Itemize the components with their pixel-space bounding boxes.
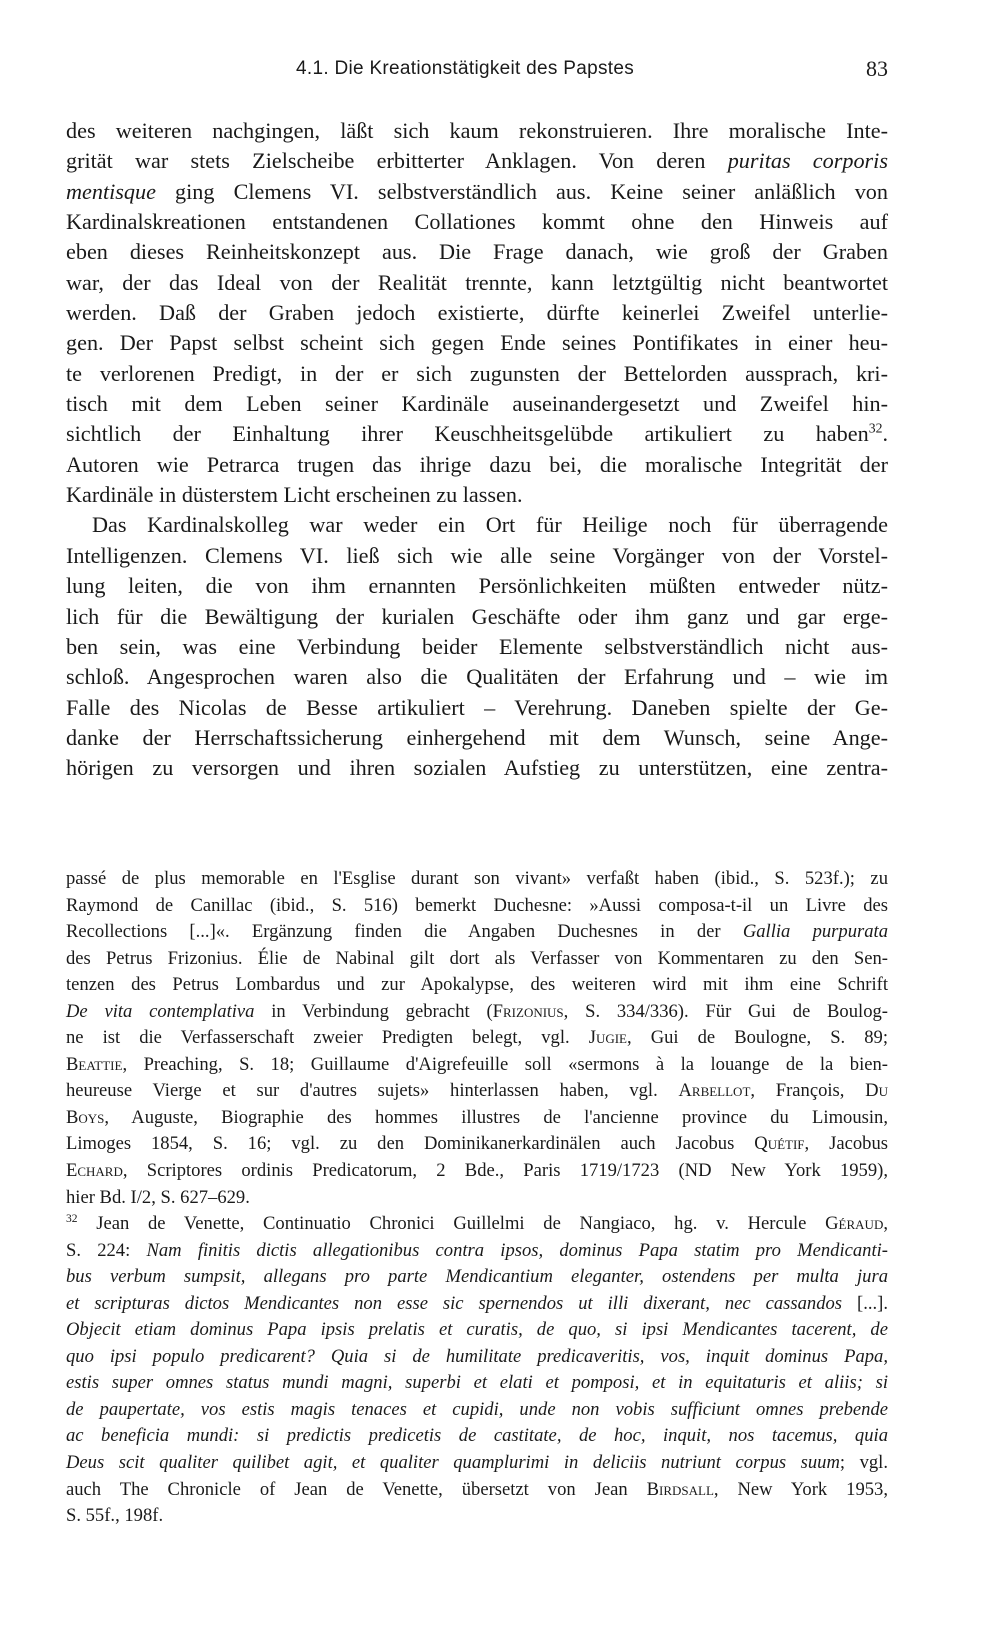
footnote-line: Beattie, Preaching, S. 18; Guillaume d'Aigrefeuille soll «sermons à la louange de la bien-: [66, 1053, 888, 1075]
footnote-line: passé de plus memorable en l'Esglise durant son vivant» verfaßt haben (ibid., S. 523f.); zu: [66, 868, 888, 889]
body-line: schloß. Angesprochen waren also die Qualitäten der Erfahrung und – wie im: [66, 664, 888, 690]
body-line: Intelligenzen. Clemens VI. ließ sich wie alle seine Vorgänger von der Vorstel-: [66, 542, 888, 568]
body-line: Kardinäle in düsterstem Licht erscheinen zu lassen.: [66, 482, 523, 508]
body-line: Falle des Nicolas de Besse artikuliert – Verehrung. Daneben spielte der Ge-: [66, 694, 888, 720]
body-line: eben dieses Reinheitskonzept aus. Die Frage danach, wie groß der Graben: [66, 239, 888, 265]
body-line: sichtlich der Einhaltung ihrer Keuschheitsgelübde artikuliert zu haben$^{32}$.: [66, 421, 888, 447]
body-line: war, der das Ideal von der Realität trennte, kann letztgültig nicht beantwortet: [66, 269, 888, 295]
main-text: [66, 116, 888, 784]
footnote-line: heureuse Vierge et sur d'autres sujets» hinterlassen haben, vgl. Arbellot, François, Du: [66, 1080, 888, 1102]
footnote-line: estis super omnes status mundi magni, superbi et elati et pomposi, et in equitaturis et aliis; si: [66, 1372, 888, 1394]
page-number: 83: [866, 56, 888, 81]
paragraph-start-line: Das Kardinalskolleg war weder ein Ort für Heilige noch für überragende: [92, 512, 888, 538]
footnote-line: Deus scit qualiter quilibet agit, et qualiter quamplurimi in deliciis nutriunt corpus suum; vgl.: [66, 1452, 888, 1474]
footnote-line: et scripturas dictos Mendicantes non esse sic spernendos ut illi dixerant, nec cassandos [...].: [66, 1292, 888, 1314]
body-line: grität war stets Zielscheibe erbitterter Anklagen. Von deren puritas corporis: [66, 148, 888, 174]
footnote-line: ac beneficia mundi: si predictis predicetis de castitate, de hoc, inquit, nos tacemus, quia: [66, 1425, 888, 1447]
chapter-title: 4.1. Die Kreationstätigkeit des Papstes: [296, 58, 635, 79]
body-line: werden. Daß der Graben jedoch existierte, dürfte keinerlei Zweifel unterlie-: [66, 300, 888, 326]
footnote-line: de paupertate, vos estis magis tenaces et cupidi, unde non vobis sufficiunt omnes prebende: [66, 1398, 888, 1420]
footnote-line: quo ipsi populo predicarent? Quia si de humilitate predicaveritis, vos, inquit dominus Papa,: [66, 1345, 888, 1367]
footnote-32-start: $^{32}$ Jean de Venette, Continuatio Chronici Guillelmi de Nangiaco, hg. v. Hercule Géraud,: [66, 1212, 888, 1235]
footnote-line: S. 224: Nam finitis dictis allegationibus contra ipsos, dominus Papa statim pro Mendicanti-: [66, 1239, 888, 1261]
body-line: lich für die Bewältigung der kurialen Geschäfte oder ihm ganz und gar erge-: [66, 603, 888, 629]
body-line: tisch mit dem Leben seiner Kardinäle auseinandergesetzt und Zweifel hin-: [66, 391, 888, 417]
footnote-line: Echard, Scriptores ordinis Predicatorum, 2 Bde., Paris 1719/1723 (ND New York 1959),: [66, 1160, 888, 1182]
footnote-line: S. 55f., 198f.: [66, 1505, 164, 1527]
footnote-line: Boys, Auguste, Biographie des hommes illustres de l'ancienne province du Limousin,: [66, 1106, 888, 1128]
footnote-line: hier Bd. I/2, S. 627–629.: [66, 1186, 250, 1208]
footnote-line: tenzen des Petrus Lombardus und zur Apokalypse, des weiteren wird mit ihm eine Schrift: [66, 974, 888, 996]
footnote-line: bus verbum sumpsit, allegans pro parte Mendicantium eleganter, ostendens per multa jura: [66, 1266, 888, 1288]
body-line: ben sein, was eine Verbindung beider Elemente selbstverständlich nicht aus-: [66, 633, 888, 659]
body-line: lung leiten, die von ihm ernannten Persönlichkeiten müßten entweder nütz-: [66, 573, 888, 599]
body-line: hörigen zu versorgen und ihren sozialen Aufstieg zu unterstützen, eine zentra-: [66, 755, 888, 781]
footnote-line: Recollections [...]«. Ergänzung finden die Angaben Duchesnes in der Gallia purpurata: [66, 921, 888, 943]
body-line: Autoren wie Petrarca trugen das ihrige dazu bei, die moralische Integrität der: [66, 451, 888, 477]
footnote-line: auch The Chronicle of Jean de Venette, übersetzt von Jean Birdsall, New York 1953,: [66, 1478, 888, 1500]
body-line: te verlorenen Predigt, in der er sich zugunsten der Bettelorden aussprach, kri-: [66, 360, 888, 386]
body-line: mentisque ging Clemens VI. selbstverständlich aus. Keine seiner anläßlich von: [66, 178, 888, 204]
footnote-line: Limoges 1854, S. 16; vgl. zu den Dominikanerkardinälen auch Jacobus Quétif, Jacobus: [66, 1133, 888, 1155]
body-line: gen. Der Papst selbst scheint sich gegen Ende seines Pontifikates in einer heu-: [66, 330, 888, 356]
footnote-line: Raymond de Canillac (ibid., S. 516) bemerkt Duchesne: »Aussi composa-t-il un Livre des: [66, 894, 888, 916]
body-line: Kardinalskreationen entstandenen Collationes kommt ohne den Hinweis auf: [66, 209, 888, 235]
footnotes: [66, 866, 888, 1530]
body-line: des weiteren nachgingen, läßt sich kaum rekonstruieren. Ihre moralische Inte-: [66, 118, 888, 143]
footnote-line: Objecit etiam dominus Papa ipsis prelatis et curatis, de quo, si ipsi Mendicantes tacerent, de: [66, 1319, 888, 1341]
body-line: danke der Herrschaftssicherung einhergehend mit dem Wunsch, seine Ange-: [66, 724, 888, 750]
footnote-line: De vita contemplativa in Verbindung gebracht (Frizonius, S. 334/336). Für Gui de Boulog-: [66, 1000, 888, 1022]
running-head: [66, 58, 888, 88]
footnote-line: des Petrus Frizonius. Élie de Nabinal gilt dort als Verfasser von Kommentaren zu den Sen-: [66, 947, 888, 969]
footnote-line: ne ist die Verfasserschaft zweier Predigten belegt, vgl. Jugie, Gui de Boulogne, S. 89;: [66, 1027, 888, 1049]
